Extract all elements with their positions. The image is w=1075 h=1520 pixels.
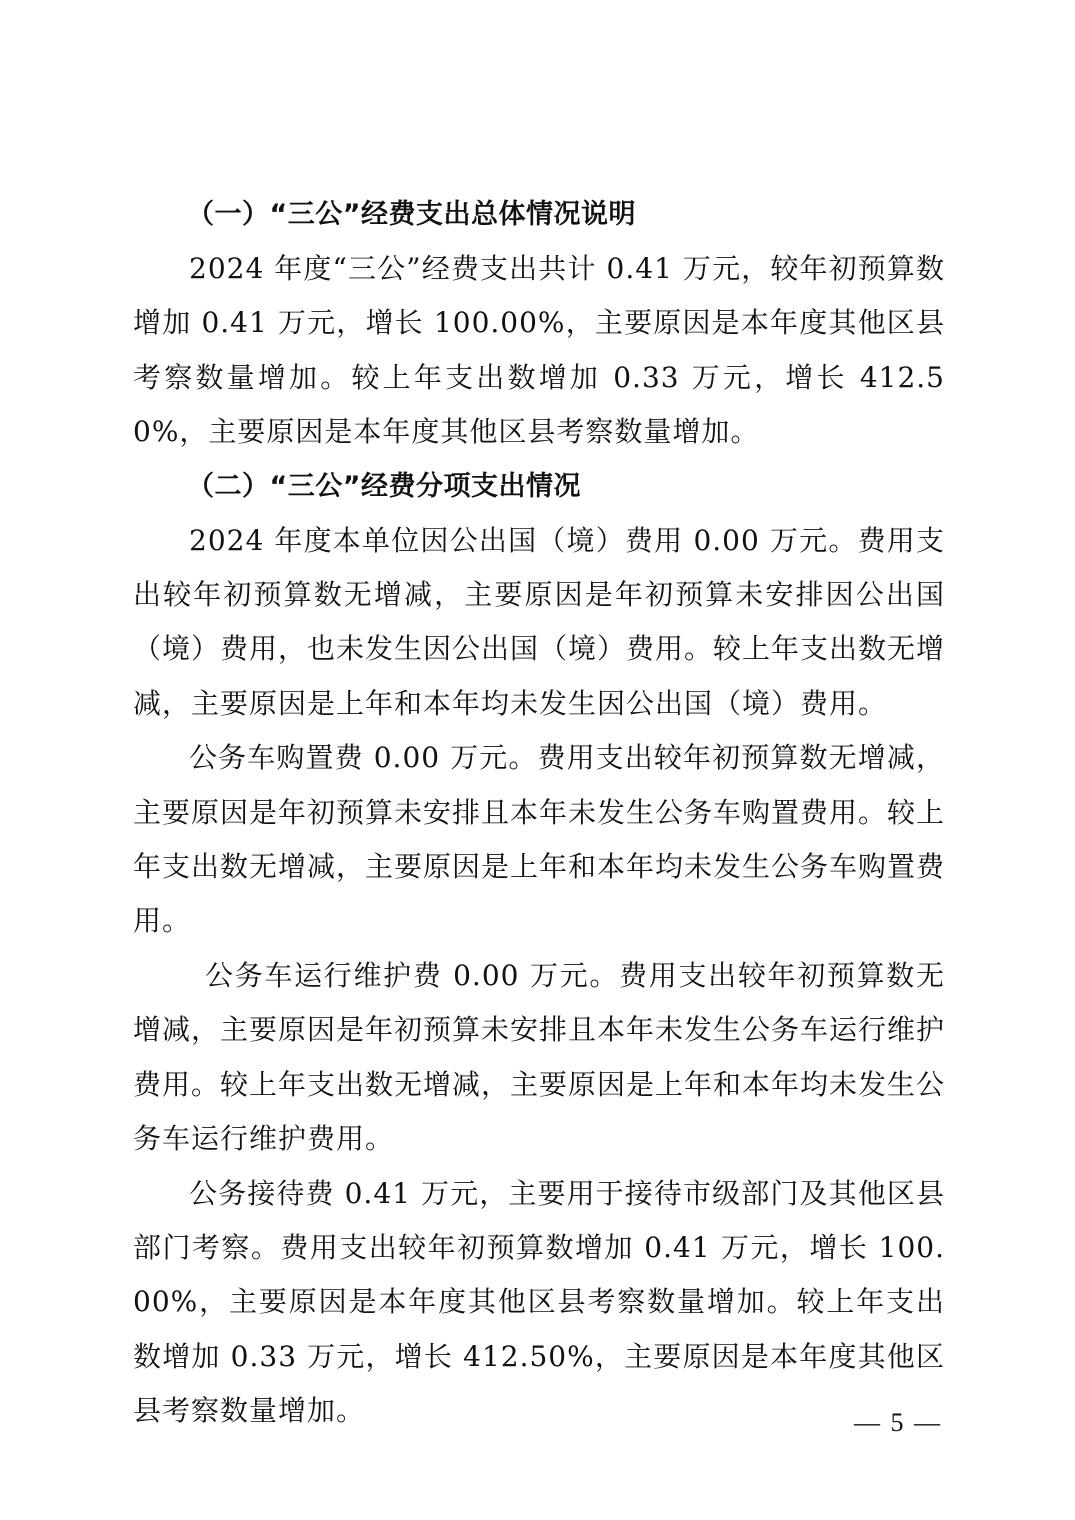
paragraph-overall: 2024 年度“三公”经费支出共计 0.41 万元，较年初预算数增加 0.41 万元，增长 100.00%，主要原因是本年度其他区县考察数量增加。较上年支出数增加 0.33 万元，增长 412.50%，主要原因是本年度其他区县考察数量增加。 xyxy=(133,252,945,449)
paragraph-vehicle-purchase: 公务车购置费 0.00 万元。费用支出较年初预算数无增减，主要原因是年初预算未安排且本年未发生公务车购置费用。较上年支出数无增减，主要原因是上年和本年均未发生公务车购置费用。 xyxy=(133,741,946,938)
section-heading-itemized: （二）“三公”经费分项支出情况 xyxy=(187,470,581,502)
document-body xyxy=(133,188,945,1439)
section-heading-overall: （一）“三公”经费支出总体情况说明 xyxy=(187,199,636,230)
paragraph-overseas-travel: 2024 年度本单位因公出国（境）费用 0.00 万元。费用支出较年初预算数无增减，主要原因是年初预算未安排因公出国（境）费用，也未发生因公出国（境）费用。较上年支出数无增减，主要原因是上年和本年均未发生因公出国（境）费用。 xyxy=(133,523,946,720)
page-number: — 5 — xyxy=(854,1408,942,1437)
paragraph-reception: 公务接待费 0.41 万元，主要用于接待市级部门及其他区县部门考察。费用支出较年初预算数增加 0.41 万元，增长 100.00%，主要原因是本年度其他区县考察数量增加。较上年支出数增加 0.33 万元，增长 412.50%，主要原因是本年度其他区县考察数量增加。 xyxy=(133,1176,945,1428)
paragraph-vehicle-maintenance: 公务车运行维护费 0.00 万元。费用支出较年初预算数无增减，主要原因是年初预算未安排且本年未发生公务车运行维护费用。较上年支出数无增减，主要原因是上年和本年均未发生公务车运行维护费用。 xyxy=(133,958,946,1156)
